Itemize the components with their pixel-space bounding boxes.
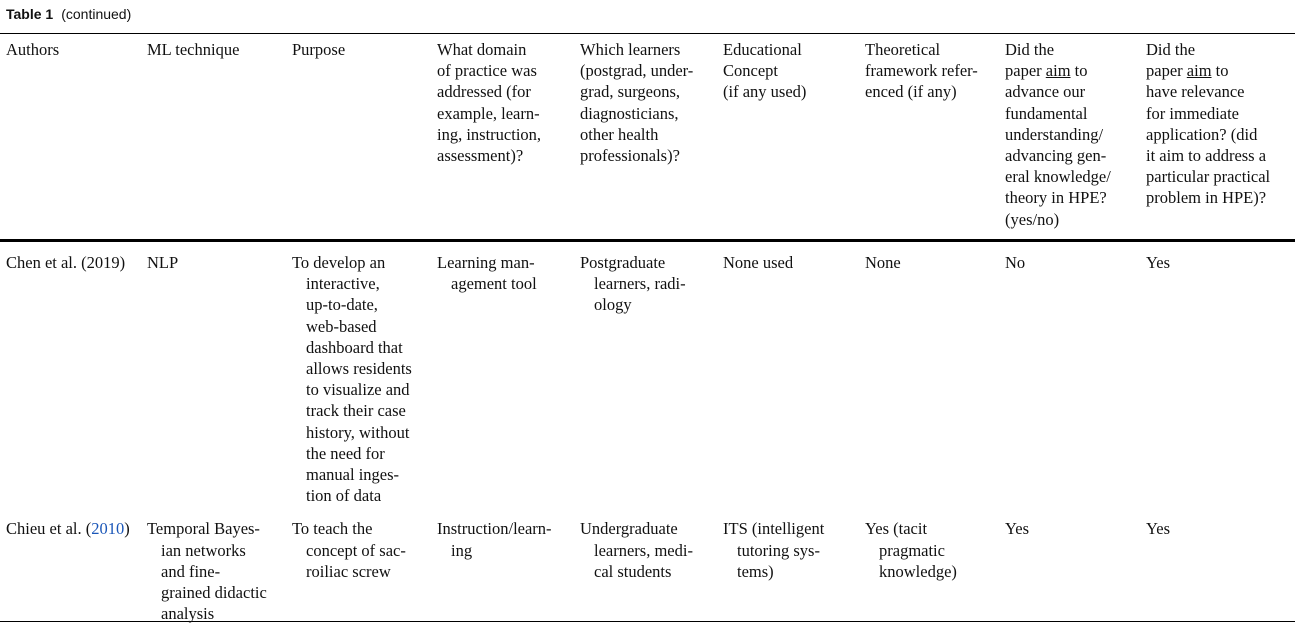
cell-purpose	[286, 240, 431, 506]
author-citation	[6, 518, 141, 539]
advance-understanding-text: Yes	[1005, 519, 1030, 539]
table-row	[0, 506, 1295, 624]
cell-framework	[859, 506, 999, 624]
purpose-text: To develop an interactive, up-to-date, web-based dashboard that allows residents to visualize and track their case history, without the need for manual inges- tion of data	[292, 253, 412, 506]
literature-table	[0, 39, 1295, 624]
header-framework: Theoretical framework refer- enced (if any)	[865, 40, 978, 102]
cell-domain	[431, 240, 574, 506]
cell-immediate-relevance	[1140, 240, 1295, 506]
framework-text: None	[865, 253, 901, 272]
author-year-open: (	[85, 519, 92, 539]
header-advance-text-1: Did the paper	[1005, 40, 1055, 81]
header-domain: What domain of practice was addressed (for example, learn- ing, instruction, assessment)?	[437, 40, 542, 166]
cell-immediate-relevance	[1140, 506, 1295, 624]
cell-purpose	[286, 506, 431, 624]
immediate-relevance-text: Yes	[1146, 519, 1171, 539]
table-caption-note: (continued)	[61, 6, 132, 22]
cell-educational-concept	[717, 240, 859, 506]
cell-ml-technique	[141, 506, 286, 624]
header-relevance-text-1: Did the paper	[1146, 40, 1196, 81]
header-immediate-relevance	[1140, 39, 1295, 240]
header-advance-text-2: to advance our fundamental understanding/ advancing gen- eral knowledge/ theory in HPE? (yes/no)	[1005, 61, 1111, 229]
header-advance-understanding	[999, 39, 1140, 240]
author-year-close: )	[124, 519, 130, 539]
cell-author	[0, 240, 141, 506]
ml-technique-text: Temporal Bayes- ian networks and fine- grained didactic analysis	[147, 519, 267, 624]
table-top-rule	[0, 33, 1295, 34]
cell-author	[0, 506, 141, 624]
cell-advance-understanding	[999, 240, 1140, 506]
author-year-link[interactable]: 2010	[91, 519, 125, 539]
header-advance-aim: aim	[1045, 61, 1071, 81]
learners-text: Postgraduate learners, radi- ology	[580, 253, 686, 315]
cell-advance-understanding	[999, 506, 1140, 624]
table-caption-label: Table 1	[6, 6, 54, 22]
learners-text: Undergraduate learners, medi- cal students	[580, 519, 693, 581]
header-learners: Which learners (postgrad, under- grad, surgeons, diagnosticians, other health professionals)?	[580, 40, 694, 166]
header-ml-technique: ML technique	[147, 40, 240, 59]
author-year: (2019)	[81, 253, 126, 272]
author-name: Chieu et al.	[6, 519, 82, 539]
header-authors: Authors	[6, 40, 60, 59]
ml-technique-text: NLP	[147, 253, 179, 272]
advance-understanding-text: No	[1005, 253, 1026, 272]
framework-text: Yes (tacit pragmatic knowledge)	[865, 519, 957, 581]
header-purpose: Purpose	[292, 40, 346, 59]
author-citation	[6, 252, 141, 273]
cell-educational-concept	[717, 506, 859, 624]
immediate-relevance-text: Yes	[1146, 253, 1171, 272]
header-relevance-aim: aim	[1186, 61, 1212, 81]
table-row	[0, 240, 1295, 506]
cell-learners	[574, 240, 717, 506]
cell-domain	[431, 506, 574, 624]
author-name: Chen et al.	[6, 253, 78, 272]
table-header-row	[0, 39, 1295, 240]
header-relevance-text-2: to have relevance for immediate application? (did it aim to address a particular practical problem in HPE)?	[1146, 61, 1271, 208]
header-educational-concept: Educational Concept (if any used)	[723, 40, 807, 102]
domain-text: Instruction/learn- ing	[437, 519, 552, 560]
domain-text: Learning man- agement tool	[437, 253, 537, 294]
cell-framework	[859, 240, 999, 506]
educational-concept-text: ITS (intelligent tutoring sys- tems)	[723, 519, 825, 581]
table-caption	[6, 4, 131, 24]
cell-ml-technique	[141, 240, 286, 506]
purpose-text: To teach the concept of sac- roiliac screw	[292, 519, 406, 581]
educational-concept-text: None used	[723, 253, 794, 272]
cell-learners	[574, 506, 717, 624]
